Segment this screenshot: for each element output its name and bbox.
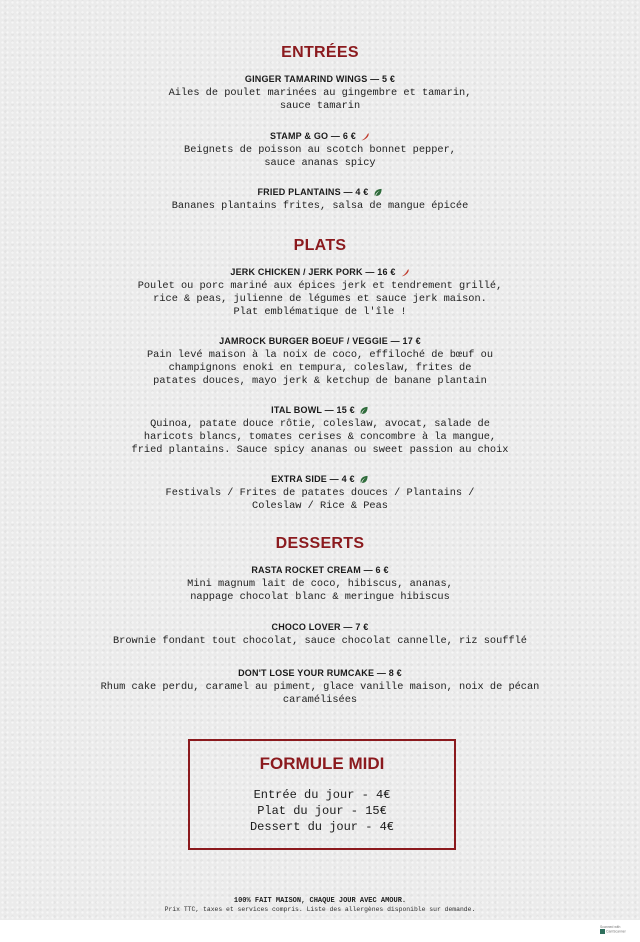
- item-description-line: rice & peas, julienne de légumes et sauce jerk maison.: [153, 292, 487, 305]
- menu-item: [0, 667, 640, 707]
- item-name: GINGER TAMARIND WINGS — 5 €: [244, 74, 396, 84]
- menu-item: [0, 621, 640, 648]
- item-title: [0, 473, 640, 486]
- item-description: [0, 418, 640, 456]
- item-description: [0, 487, 640, 513]
- item-name: STAMP & GO — 6 €: [270, 131, 356, 141]
- item-description-line: Plat emblématique de l'île !: [233, 305, 407, 318]
- item-description-line: Festivals / Frites de patates douces / Plantains /: [165, 487, 475, 499]
- footer-legal: Prix TTC, taxes et services compris. Liste des allergènes disponible sur demande.: [164, 906, 476, 913]
- scanner-line1: Scanned with: [600, 925, 621, 929]
- menu-item: [0, 186, 640, 213]
- item-description-line: Beignets de poisson au scotch bonnet pepper,: [184, 144, 456, 156]
- item-description-line: Brownie fondant tout chocolat, sauce chocolat cannelle, riz soufflé: [112, 635, 527, 647]
- item-name: ITAL BOWL — 15 €: [271, 405, 355, 415]
- menu-item: [0, 73, 640, 113]
- item-description-line: Poulet ou porc mariné aux épices jerk et tendrement grillé,: [137, 280, 503, 292]
- section-title-plats: PLATS: [293, 237, 347, 254]
- formule-midi-box: [188, 739, 456, 850]
- item-name: JERK CHICKEN / JERK PORK — 16 €: [230, 267, 396, 277]
- item-description-line: fried plantains. Sauce spicy ananas ou sweet passion au choix: [131, 443, 509, 456]
- item-title: [0, 186, 640, 199]
- section-title-desserts: DESSERTS: [275, 535, 365, 552]
- formule-line-dessert: Dessert du jour - 4€: [249, 820, 395, 834]
- item-title: [0, 667, 640, 680]
- item-title: [0, 73, 640, 86]
- item-description-line: haricots blancs, tomates cerises & concombre à la mangue,: [143, 430, 497, 443]
- item-title: [0, 335, 640, 348]
- formule-line-plat: Plat du jour - 15€: [257, 804, 387, 818]
- item-name: CHOCO LOVER — 7 €: [271, 622, 369, 632]
- item-description: [0, 144, 640, 170]
- item-description-line: Bananes plantains frites, salsa de mangue épicée: [171, 200, 469, 212]
- section-title-entrees: ENTRÉES: [281, 44, 359, 61]
- menu-item: [0, 404, 640, 456]
- formule-lines: [190, 787, 454, 835]
- item-title: [0, 266, 640, 279]
- footer-tagline: 100% FAIT MAISON, CHAQUE JOUR AVEC AMOUR.: [233, 897, 407, 905]
- item-description-line: champignons enoki en tempura, coleslaw, frites de: [168, 361, 472, 374]
- formule-title: FORMULE MIDI: [259, 754, 385, 773]
- item-description-line: Quinoa, patate douce rôtie, coleslaw, avocat, salade de: [150, 418, 490, 430]
- item-title: [0, 404, 640, 417]
- menu-item: [0, 130, 640, 170]
- item-description: [0, 200, 640, 213]
- leaf-icon: [359, 475, 369, 484]
- item-description: [0, 87, 640, 113]
- item-title: [0, 130, 640, 143]
- item-description: [0, 349, 640, 387]
- menu-item: [0, 473, 640, 513]
- item-name: RASTA ROCKET CREAM — 6 €: [251, 565, 389, 575]
- menu-item: [0, 266, 640, 318]
- item-description-line: Pain levé maison à la noix de coco, effiloché de bœuf ou: [146, 349, 494, 361]
- leaf-icon: [373, 188, 383, 197]
- item-name: FRIED PLANTAINS — 4 €: [257, 187, 369, 197]
- menu-item: [0, 335, 640, 387]
- scanner-line2: CamScanner: [606, 929, 626, 934]
- item-description: [0, 578, 640, 604]
- item-description-line: caramélisées: [282, 693, 358, 706]
- item-description-line: nappage chocolat blanc & meringue hibiscus: [190, 590, 450, 603]
- item-title: [0, 564, 640, 577]
- item-name: JAMROCK BURGER BOEUF / VEGGIE — 17 €: [219, 336, 421, 346]
- leaf-icon: [359, 406, 369, 415]
- item-name: EXTRA SIDE — 4 €: [271, 474, 355, 484]
- item-description-line: Mini magnum lait de coco, hibiscus, ananas,: [187, 578, 453, 590]
- item-description-line: sauce ananas spicy: [264, 156, 376, 169]
- formule-line-entree: Entrée du jour - 4€: [253, 788, 391, 802]
- chili-icon: [400, 268, 410, 277]
- scanner-logo-icon: [600, 929, 605, 934]
- menu-item: [0, 564, 640, 604]
- item-description-line: Ailes de poulet marinées au gingembre et tamarin,: [168, 87, 472, 99]
- item-description-line: sauce tamarin: [279, 99, 361, 112]
- scanner-watermark: [600, 925, 636, 939]
- item-description: [0, 635, 640, 648]
- chili-icon: [360, 132, 370, 141]
- item-description-line: patates douces, mayo jerk & ketchup de banane plantain: [153, 374, 487, 387]
- item-title: [0, 621, 640, 634]
- item-description: [0, 280, 640, 318]
- item-description: [0, 681, 640, 707]
- item-name: DON'T LOSE YOUR RUMCAKE — 8 €: [238, 668, 402, 678]
- item-description-line: Rhum cake perdu, caramel au piment, glace vanille maison, noix de pécan: [100, 681, 540, 693]
- item-description-line: Coleslaw / Rice & Peas: [252, 499, 388, 512]
